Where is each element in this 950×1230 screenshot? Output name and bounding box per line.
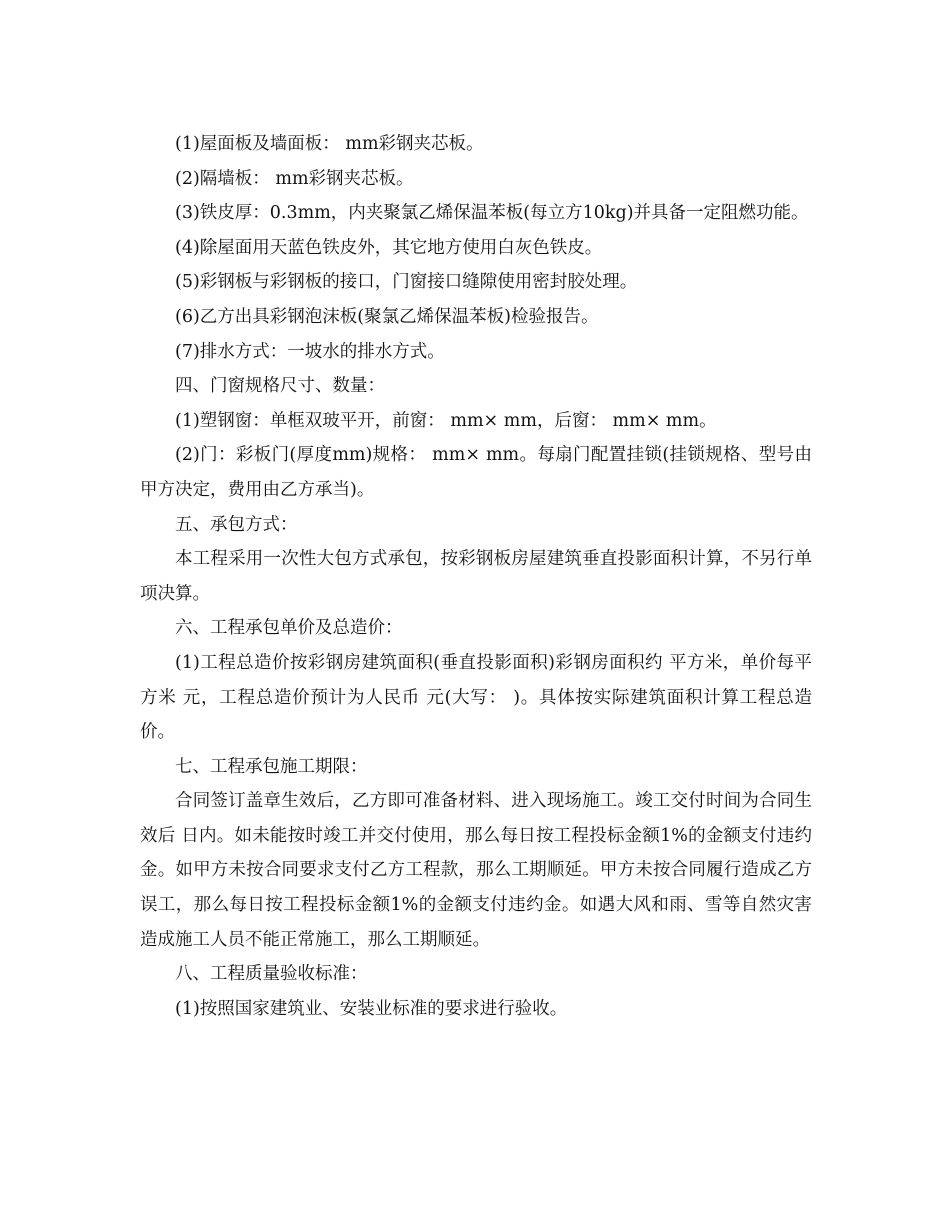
paragraph-doors: (2)门：彩板门(厚度mm)规格： mm× mm。每扇门配置挂锁(挂锁规格、型号由甲方决定，费用由乙方承当)。 — [140, 445, 812, 500]
section-heading-contract-method: 五、承包方式： — [175, 514, 298, 535]
paragraph-partition-panel: (2)隔墙板： mm彩钢夹芯板。 — [175, 168, 414, 189]
document-body — [140, 127, 812, 1026]
section-heading-doors-windows: 四、门窗规格尺寸、数量： — [175, 376, 385, 397]
paragraph-quality-standard: (1)按照国家建筑业、安装业标准的要求进行验收。 — [175, 998, 568, 1019]
paragraph-inspection-report: (6)乙方出具彩钢泡沫板(聚氯乙烯保温苯板)检验报告。 — [175, 306, 599, 327]
paragraph-contract-method: 本工程采用一次性大包方式承包，按彩钢板房屋建筑垂直投影面积计算，不另行单项决算。 — [140, 549, 812, 604]
paragraph-windows: (1)塑钢窗：单框双玻平开，前窗： mm× mm，后窗： mm× mm。 — [175, 410, 717, 431]
paragraph-total-price: (1)工程总造价按彩钢房建筑面积(垂直投影面积)彩钢房面积约 平方米，单价每平方米 元，工程总造价预计为人民币 元(大写： )。具体按实际建筑面积计算工程总造价。 — [140, 652, 812, 743]
paragraph-joint-sealing: (5)彩钢板与彩钢板的接口，门窗接口缝隙使用密封胶处理。 — [175, 272, 638, 293]
paragraph-sheet-thickness: (3)铁皮厚：0.3mm，内夹聚氯乙烯保温苯板(每立方10kg)并具备一定阻燃功能。 — [175, 203, 809, 224]
paragraph-construction-period: 合同签订盖章生效后，乙方即可准备材料、进入现场施工。竣工交付时间为合同生效后 日内。如未能按时竣工并交付使用，那么每日按工程投标金额1%的金额支付违约金。如甲方未按合同要求支付乙方工程款，那么工期顺延。甲方未按合同履行造成乙方误工，那么每日按工程投标金额1%的金额支付违约金。如遇大风和雨、雪等自然灾害造成施工人员不能正常施工，那么工期顺延。 — [140, 791, 812, 950]
paragraph-sheet-color: (4)除屋面用天蓝色铁皮外，其它地方使用白灰色铁皮。 — [175, 237, 603, 258]
section-heading-construction-period: 七、工程承包施工期限： — [175, 756, 368, 777]
paragraph-roof-wall-panel: (1)屋面板及墙面板： mm彩钢夹芯板。 — [175, 134, 484, 154]
paragraph-drainage: (7)排水方式：一坡水的排水方式。 — [175, 341, 445, 362]
section-heading-quality-acceptance: 八、工程质量验收标准： — [175, 964, 368, 985]
section-heading-pricing: 六、工程承包单价及总造价： — [175, 618, 403, 639]
